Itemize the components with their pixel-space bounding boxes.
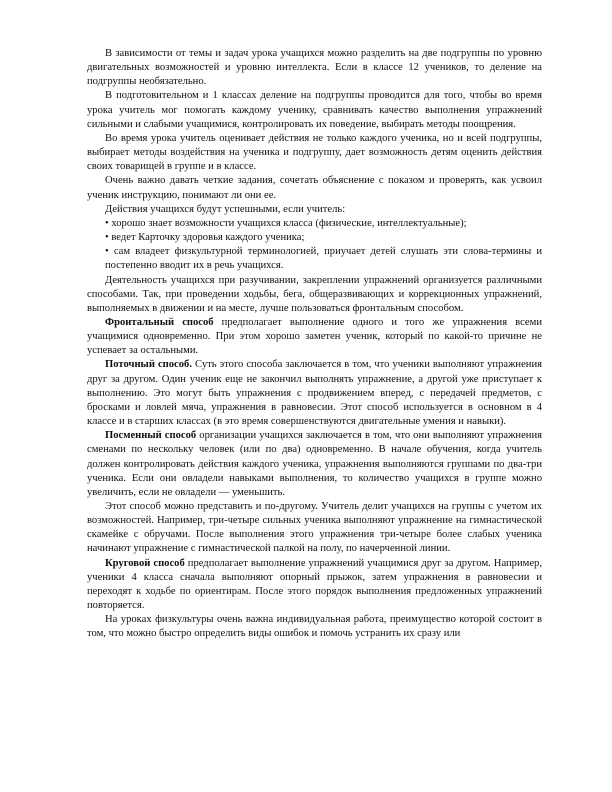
circle-text: предполагает выполнение упражнений учащимися друг за другом. Например, ученики 4 класса сначала выполняют опорный прыжок, затем упражнения в равновесии и переходят к ходьбе по ориентирам. После этого порядок выполнения предложенных упражнений повторяется. (87, 557, 542, 612)
paragraph-individual-work: На уроках физкультуры очень важна индивидуальная работа, преимущество которой состоит в том, что можно быстро определить виды ошибок и помочь устранить их сразу или (87, 614, 542, 640)
bullet-item: • сам владеет физкультурной терминологией, приучает детей слушать эти слова-термины и постепенно вводит их в речь учащихся. (105, 246, 542, 272)
bullet-item: • ведет Карточку здоровья каждого ученика; (105, 232, 305, 244)
term-frontal: Фронтальный способ (105, 316, 214, 328)
paragraph-frontal-method (87, 316, 542, 358)
shift-text: организации учащихся заключается в том, что они выполняют упражнения сменами по нескольку человек (или по два) одновременно. В начале обучения, когда учитель должен контролировать действия каждого ученика, упражнения выполняются группами по два-три ученика. Если они овладели навыками выполнения, то количество учащихся в группе можно увеличить, если не овладели — уменьшить. (87, 430, 542, 498)
paragraph-clear-tasks: Очень важно давать четкие задания, сочетать объяснение с показом и проверять, как усвоил ученик инструкцию, понимают ли они ее. (87, 175, 542, 201)
paragraph-shift-method (87, 429, 542, 500)
frontal-text: предполагает выполнение одного и того же упражнения всеми учащимися одновременно. При этом хорошо заметен ученик, который по какой-то причине не успевает за остальными. (87, 316, 543, 357)
paragraph-circle-method (87, 557, 542, 614)
term-circle: Круговой способ (105, 557, 185, 569)
flow-text: Суть этого способа заключается в том, что ученики выполняют упражнения друг за другом. Один ученик еще не закончил выполнять упражнение, а другой уже приступает к выполнению. Это могут быть упражнения с продвижением вперед, с передачей предметов, с бросками и ловлей мяча, упражнения в равновесии. Этот способ используется в основном в 4 классе и в старших классах (в это время совершенствуются двигательные умения и навыки). (87, 359, 542, 428)
paragraph-evaluation: Во время урока учитель оценивает действия не только каждого ученика, но и всей подгруппы, выбирает методы воздействия на ученика и подгруппу, дает возможность детям оценить действия своих товарищей в группе и в классе. (87, 132, 542, 173)
paragraph-organization: Деятельность учащихся при разучивании, закреплении упражнений организуется различными способами. Так, при проведении ходьбы, бега, общеразвивающих и коррекционных упражнений, выполняемых в движении и на месте, лучше пользоваться фронтальным способом. (87, 274, 542, 314)
bullet-item: • хорошо знает возможности учащихся класса (физические, интеллектуальные); (105, 217, 467, 229)
term-flow: Поточный способ. (105, 359, 193, 371)
paragraph-preparatory-class: В подготовительном и 1 классах деление на подгруппы проводится для того, чтобы во время урока учитель мог помогать каждому ученику, сравнивать качество выполнения упражнений сильными и слабыми учащимися, контролировать их поведение, выбирать методы поощрения. (87, 90, 542, 130)
term-shift: Посменный способ (105, 430, 197, 442)
paragraph-subgroups: В зависимости от темы и задач урока учащихся можно разделить на две подгруппы по уровню двигательных возможностей и уровню интеллекта. Если в классе 12 учеников, то деление на подгруппы необязательно. (87, 48, 542, 88)
paragraph-flow-method (87, 358, 542, 429)
paragraph-alternative: Этот способ можно представить и по-другому. Учитель делит учащихся на группы с учетом их возможностей. Например, три-четыре сильных ученика выполняют упражнение на гимнастической скамейке с обручами. После выполнения этого упражнения три-четыре более слабых ученика начинают упражнение с гимнастической палкой на полу, по начерченной линии. (87, 501, 542, 555)
paragraph-success-condition: Действия учащихся будут успешными, если учитель: (105, 203, 346, 215)
